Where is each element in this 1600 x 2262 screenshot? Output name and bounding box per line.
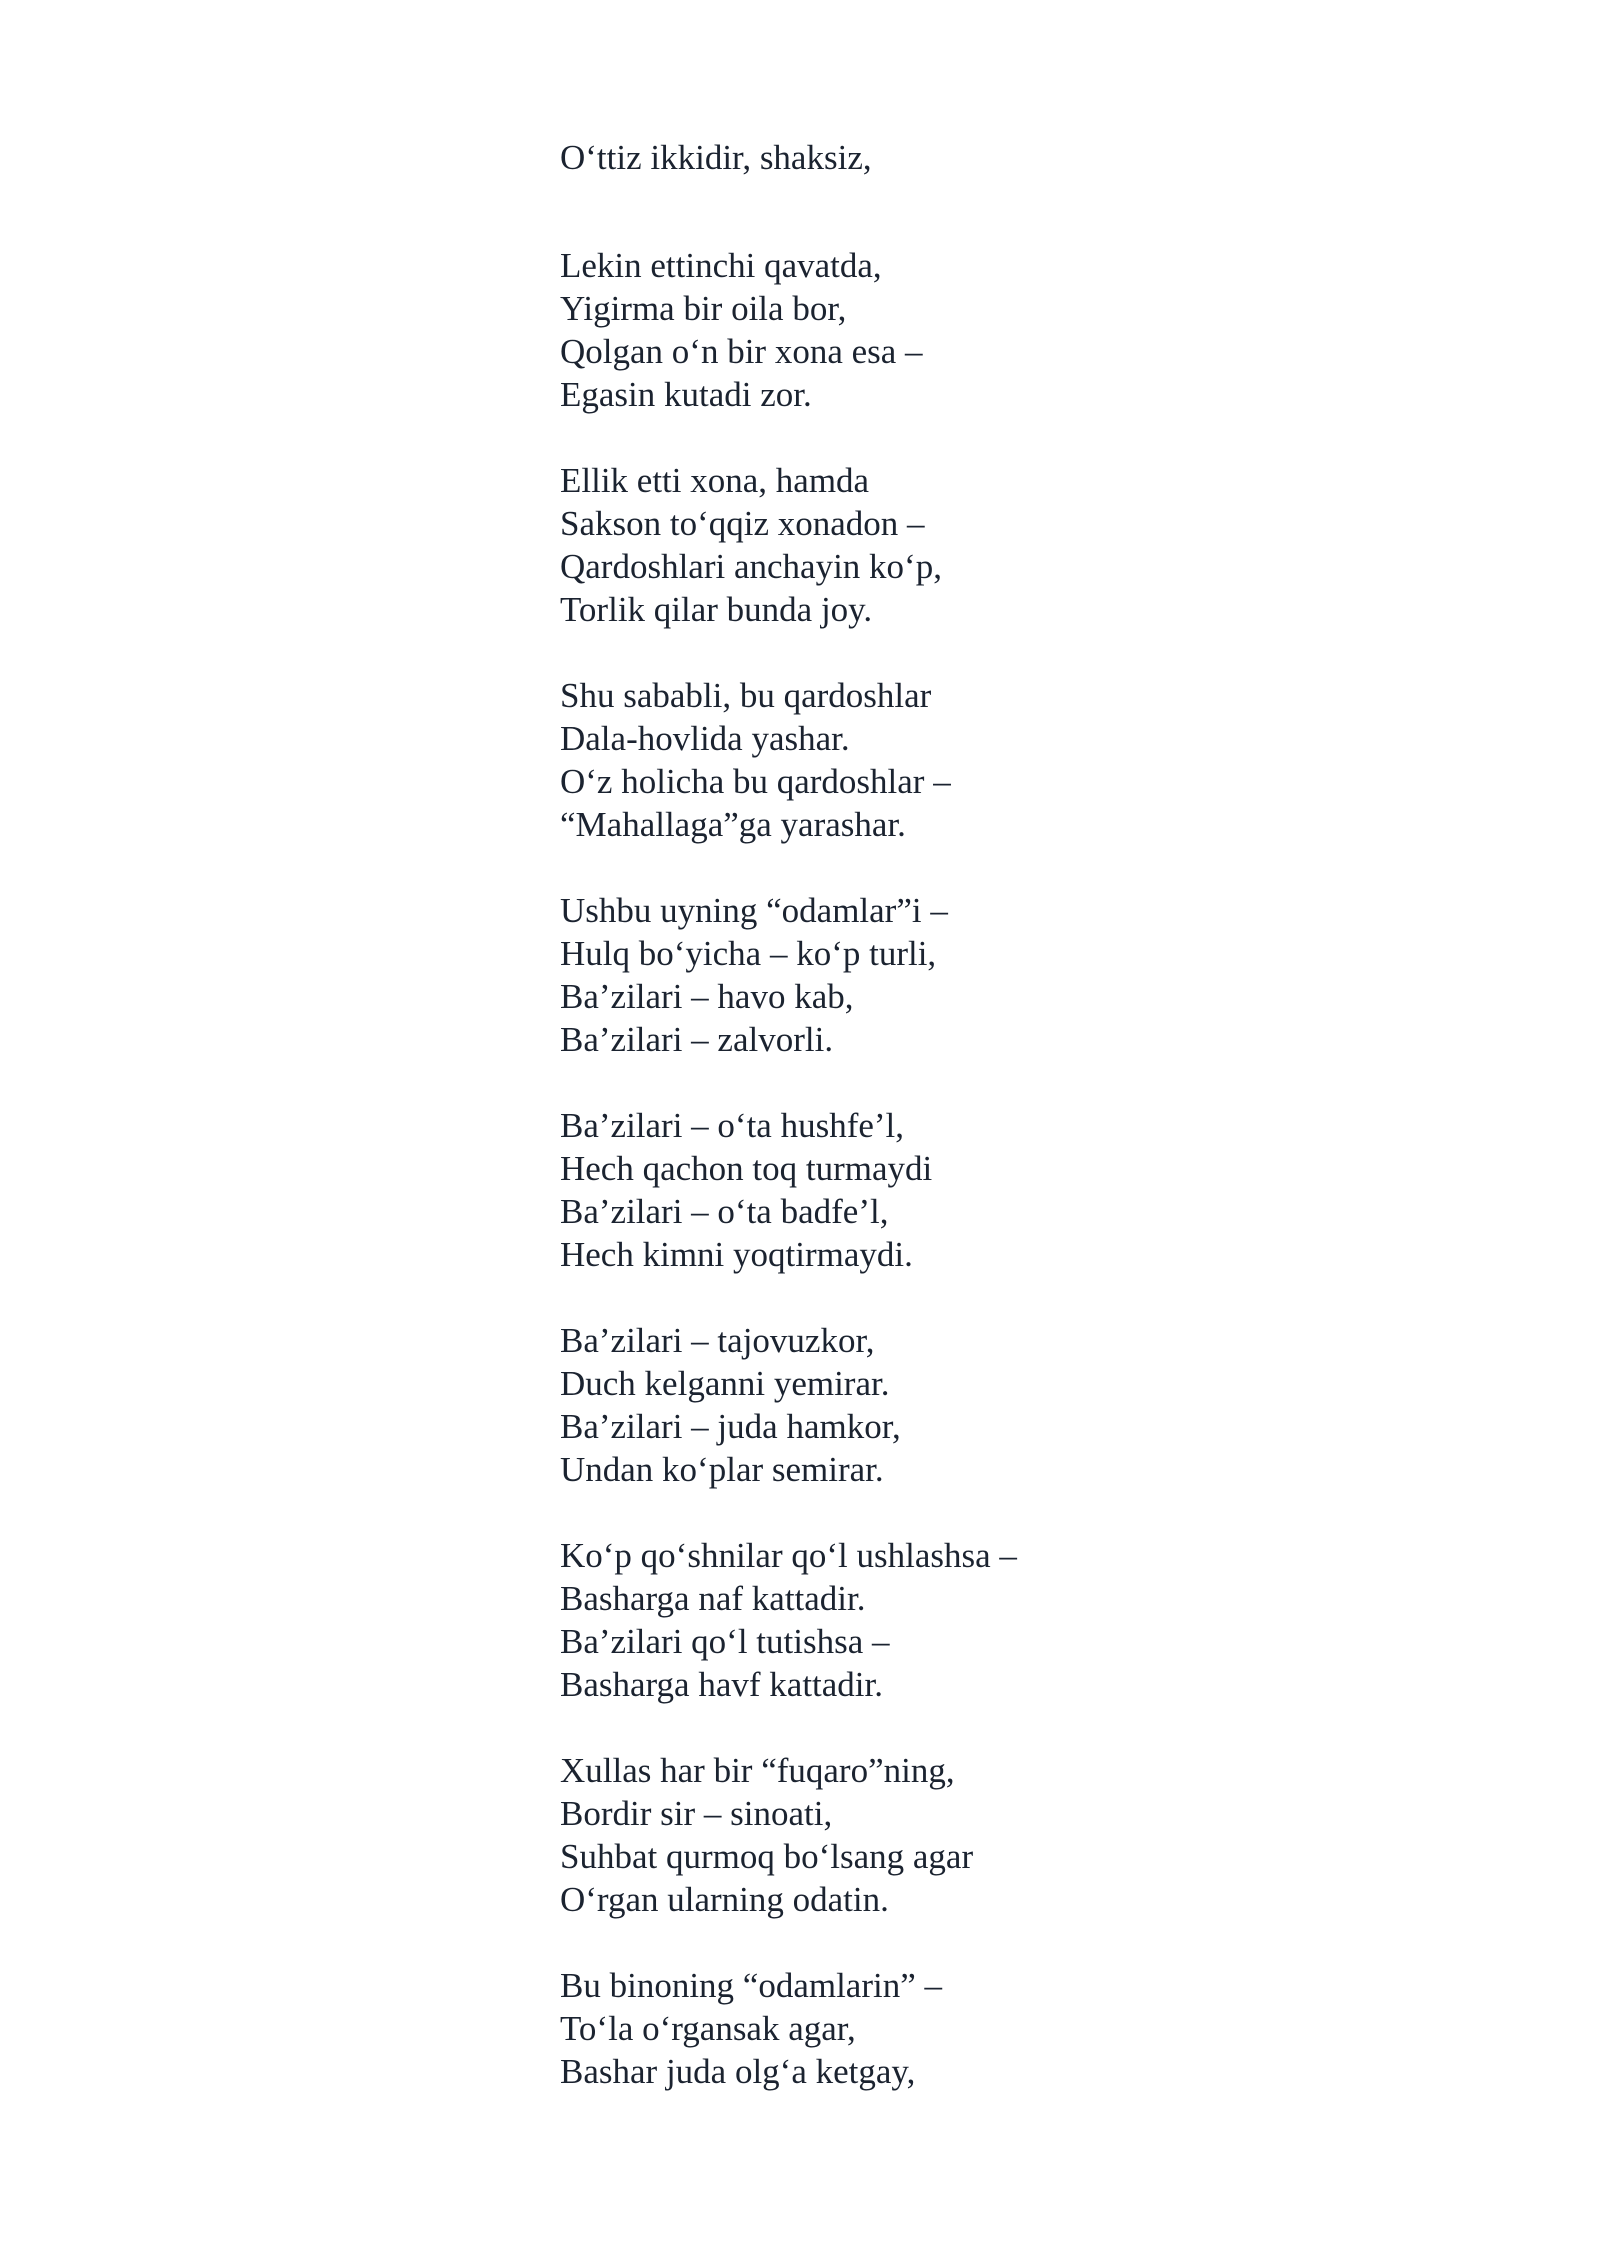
poem-line: Ba’zilari – o‘ta badfe’l, [560, 1192, 889, 1231]
stanza-6 [560, 1319, 1460, 1491]
poem-line: Hech kimni yoqtirmaydi. [560, 1235, 913, 1274]
poem-line: Egasin kutadi zor. [560, 375, 812, 414]
stanza-3 [560, 674, 1460, 846]
poem-line: Xullas har bir “fuqaro”ning, [560, 1751, 955, 1790]
poem-line: Ba’zilari – zalvorli. [560, 1020, 834, 1059]
poem-line: “Mahallaga”ga yarashar. [560, 805, 906, 844]
poem-line: Basharga havf kattadir. [560, 1665, 883, 1704]
stanza-9 [560, 1964, 1460, 2093]
stanza-2 [560, 459, 1460, 631]
poem-line: Duch kelganni yemirar. [560, 1364, 890, 1403]
poem-line: Qolgan o‘n bir xona esa – [560, 332, 923, 371]
poem-line: Bordir sir – sinoati, [560, 1794, 833, 1833]
poem-line: Sakson to‘qqiz xonadon – [560, 504, 925, 543]
poem-line: Suhbat qurmoq bo‘lsang agar [560, 1837, 974, 1876]
poem-text [560, 136, 1460, 2093]
poem-line: Ba’zilari – tajovuzkor, [560, 1321, 875, 1360]
poem-line: Basharga naf kattadir. [560, 1579, 866, 1618]
poem-line: Ba’zilari – havo kab, [560, 977, 854, 1016]
poem-line: Ko‘p qo‘shnilar qo‘l ushlashsa – [560, 1536, 1017, 1575]
poem-line: Ba’zilari – juda hamkor, [560, 1407, 901, 1446]
stanza-1 [560, 244, 1460, 416]
stanza-4 [560, 889, 1460, 1061]
opening-line: O‘ttiz ikkidir, shaksiz, [560, 138, 872, 177]
poem-line: Torlik qilar bunda joy. [560, 590, 873, 629]
poem-line: To‘la o‘rgansak agar, [560, 2009, 856, 2048]
poem-line: Lekin ettinchi qavatda, [560, 246, 882, 285]
stanza-7 [560, 1534, 1460, 1706]
poem-line: Ellik etti xona, hamda [560, 461, 870, 500]
poem-line: Ba’zilari qo‘l tutishsa – [560, 1622, 890, 1661]
poem-line: Ba’zilari – o‘ta hushfe’l, [560, 1106, 905, 1145]
poem-line: Yigirma bir oila bor, [560, 289, 847, 328]
poem-line: Bu binoning “odamlarin” – [560, 1966, 943, 2005]
poem-line: Dala-hovlida yashar. [560, 719, 850, 758]
poem-line: Hulq bo‘yicha – ko‘p turli, [560, 934, 937, 973]
stanza-8 [560, 1749, 1460, 1921]
poem-line: O‘z holicha bu qardoshlar – [560, 762, 951, 801]
poem-line: Undan ko‘plar semirar. [560, 1450, 884, 1489]
poem-line: O‘rgan ularning odatin. [560, 1880, 889, 1919]
poem-line: Qardoshlari anchayin ko‘p, [560, 547, 942, 586]
poem-line: Hech qachon toq turmaydi [560, 1149, 933, 1188]
stanza-5 [560, 1104, 1460, 1276]
poem-line: Shu sababli, bu qardoshlar [560, 676, 932, 715]
poem-line: Bashar juda olg‘a ketgay, [560, 2052, 916, 2091]
poem-line: Ushbu uyning “odamlar”i – [560, 891, 948, 930]
